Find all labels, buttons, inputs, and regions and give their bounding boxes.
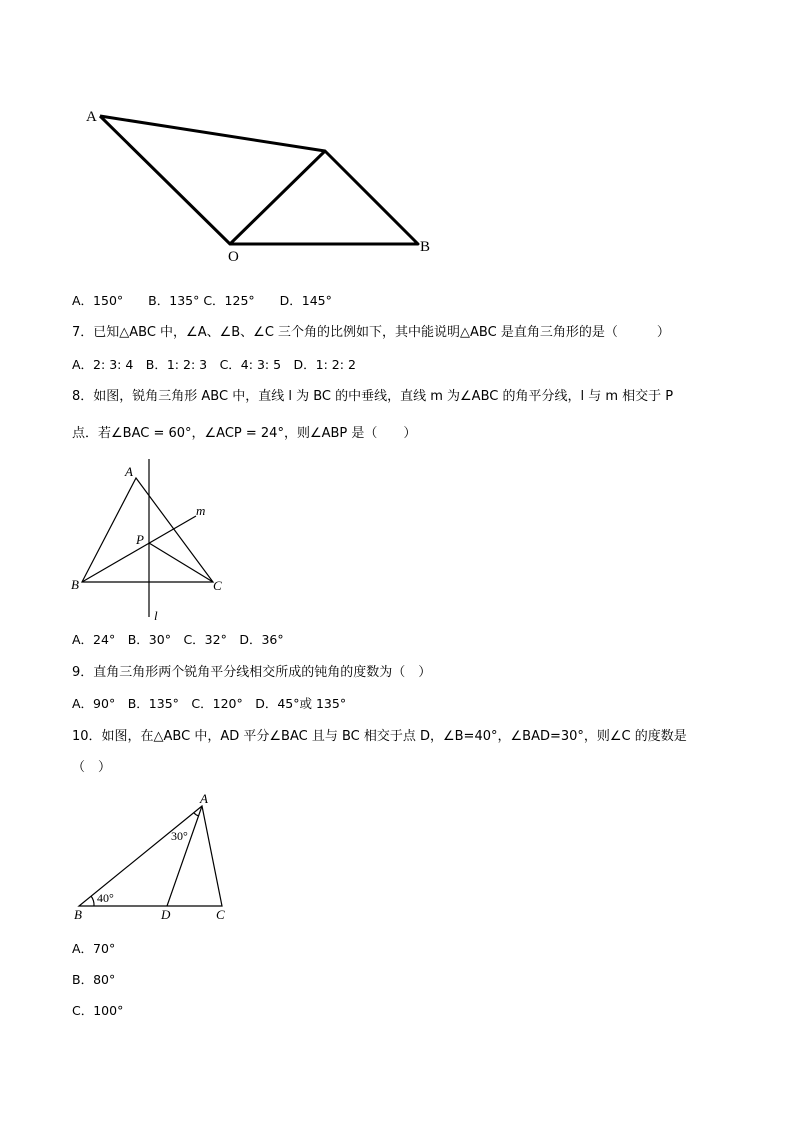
angle-b-arc bbox=[91, 896, 94, 906]
figure-q6 bbox=[0, 0, 794, 275]
q10-option-b: B．80° bbox=[72, 972, 116, 987]
q9-options: A．90° B．135° C．120° D．45°或 135° bbox=[72, 696, 347, 711]
label-a: A bbox=[86, 109, 97, 125]
q7-stem: 7．已知△ABC 中，∠A、∠B、∠C 三个角的比例如下，其中能说明△ABC 是直角三角形的是（ ） bbox=[72, 325, 670, 340]
label-a: A bbox=[125, 464, 133, 479]
label-l: l bbox=[154, 608, 158, 623]
q10-stem-paren: （ ） bbox=[72, 760, 112, 775]
q8-stem-line1: 8．如图，锐角三角形 ABC 中，直线 l 为 BC 的中垂线，直线 m 为∠ABC 的角平分线，l 与 m 相交于 P bbox=[72, 389, 674, 404]
angle-a-arc bbox=[194, 813, 199, 816]
triangle-abc bbox=[82, 478, 213, 582]
label-a: A bbox=[200, 791, 208, 806]
label-o: O bbox=[228, 249, 239, 265]
figure-q8 bbox=[60, 455, 230, 625]
label-c: C bbox=[213, 578, 222, 593]
figure-q10 bbox=[60, 785, 250, 930]
q7-options: A．2: 3: 4 B．1: 2: 3 C．4: 3: 5 D．1: 2: 2 bbox=[72, 357, 356, 372]
segment-pc bbox=[149, 543, 213, 582]
q8-stem-line2: 点．若∠BAC = 60°，∠ACP = 24°，则∠ABP 是（ ） bbox=[72, 426, 417, 441]
label-d: D bbox=[161, 907, 171, 922]
label-m: m bbox=[196, 503, 206, 518]
label-b: B bbox=[420, 239, 431, 255]
q8-options: A．24° B．30° C．32° D．36° bbox=[72, 632, 284, 647]
q10-stem: 10．如图，在△ABC 中，AD 平分∠BAC 且与 BC 相交于点 D，∠B=40°，∠BAD=30°，则∠C 的度数是 bbox=[72, 729, 687, 744]
label-p: P bbox=[136, 532, 144, 547]
angle-a-label: 30° bbox=[171, 829, 188, 843]
q6-options: A．150° B．135° C．125° D．145° bbox=[72, 293, 332, 308]
label-b: B bbox=[71, 577, 79, 592]
label-b: B bbox=[74, 907, 82, 922]
q10-option-a: A．70° bbox=[72, 941, 116, 956]
q9-stem: 9．直角三角形两个锐角平分线相交所成的钝角的度数为（ ） bbox=[72, 665, 432, 680]
label-c: C bbox=[216, 907, 225, 922]
figure-q6-lines bbox=[100, 116, 418, 244]
q10-option-c: C．100° bbox=[72, 1003, 124, 1018]
angle-b-label: 40° bbox=[97, 891, 114, 905]
